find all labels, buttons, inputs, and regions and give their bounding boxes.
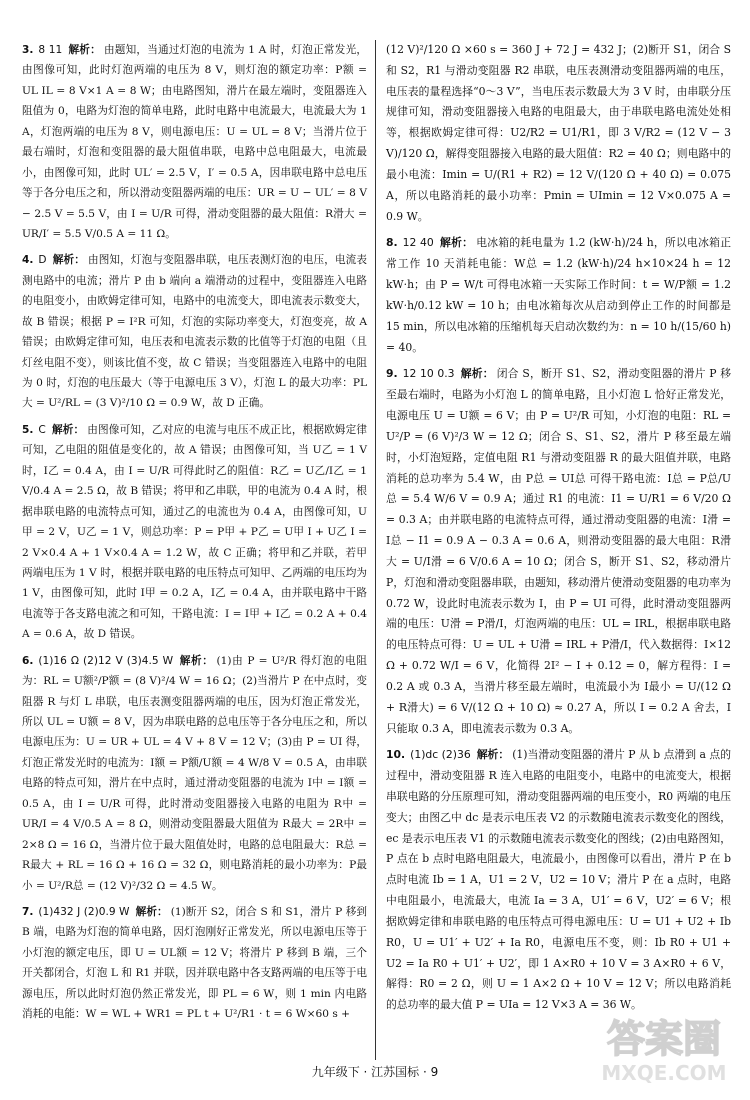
- analysis-tag: 解析：: [179, 654, 214, 667]
- analysis-text: (1)由 P = U²/R 得灯泡的电阻为：RL = U额²/P额 = (8 V)²/4 W = 16 Ω；(2)当滑片 P 在中点时，变阻器 R 与灯 L 串联，电压表测变阻器两端的电压，因为灯泡正常发光，所以 UL = U额 = 8 V，因为串联电路的总电压等于各分电压之和，所以电源电压为：U = UR + UL = 4 V + 8 V = 12 V；(3)由 P = UI 得，灯泡正常发光时的电流为：I额 = P额/U额 = 4 W/8 V = 0.5 A，由串联电路的特点可知，滑片在中点时，通过滑动变阻器的电流为 I中 = I额 = 0.5 A，由 I = U/R 可得，此时滑动变阻器接入电路的电阻为 R中 = UR/I = 4 V/0.5 A = 8 Ω，则滑动变阻器最大阻值为 R最大 = 2R中 = 2×8 Ω = 16 Ω，当滑片位于最大阻值处时，电路的总电阻最大：R总 = R最大 + RL = 16 Ω + 16 Ω = 32 Ω，则电路消耗的最小功率为：P最小 = U²/R总 = (12 V)²/32 Ω = 4.5 W。: [22, 654, 368, 892]
- answer-entry: [22, 902, 367, 1025]
- question-number: 6.: [22, 654, 34, 667]
- analysis-tag: 解析：: [135, 905, 168, 918]
- question-number: 10.: [386, 748, 406, 762]
- watermark-logo: [590, 1006, 738, 1088]
- column-divider: [375, 40, 376, 1060]
- answer-key: (1)16 Ω (2)12 V (3)4.5 W: [38, 654, 174, 667]
- analysis-tag: 解析：: [439, 236, 474, 250]
- analysis-text: 由图像可知，乙对应的电流与电压不成正比，根据欧姆定律可知，乙电阻的阻值是变化的，故 A 错误；由图像可知，当 U乙 = 1 V 时，I乙 = 0.4 A，由 I = U/R 可得此时乙的阻值：R乙 = U乙/I乙 = 1 V/0.4 A = 2.5 Ω，故 B 错误；将甲和乙串联，甲的电流为 0.4 A 时，根据串联电路的电流特点可知，通过乙的电流也为 0.4 A，由图像可知，U甲 = 2 V，U乙 = 1 V，则总功率：P = P甲 + P乙 = U甲 I + U乙 I = 2 V×0.4 A + 1 V×0.4 A = 1.2 W，故 C 正确；将甲和乙并联，若甲两端电压为 1 V 时，根据并联电路的电压特点可知甲、乙两端的电压均为 1 V，由图像可知，此时 I甲 = 0.2 A，I乙 = 0.4 A，由并联电路中干路电流等于各支路电流之和可知，干路电流：I = I甲 + I乙 = 0.2 A + 0.4 A = 0.6 A，故 D 错误。: [22, 423, 367, 641]
- analysis-tag: 解析：: [460, 367, 494, 381]
- answer-key: 12 10 0.3: [402, 367, 455, 381]
- watermark-url: MXQE.COM: [601, 1061, 727, 1085]
- answer-entry: [386, 233, 731, 358]
- answer-entry: [22, 250, 367, 414]
- answer-key: (1)432 J (2)0.9 W: [38, 905, 130, 918]
- analysis-text: (1)断开 S2，闭合 S 和 S1，滑片 P 移到 B 端，电路为灯泡的简单电路，因灯泡刚好正常发光，所以电源电压等于小灯泡的额定电压，即 U = UL额 = 12 V；将滑片 P 移到 B 端，三个开关都闭合，灯泡 L 和 R1 并联，因并联电路中各支路两端的电压等于电源电压，所以此时灯泡仍然正常发光，即 PL = 6 W，则 1 min 内电路消耗的电能：W = WL + WR1 = PL t + U²/R1 · t = 6 W×60 s +: [22, 905, 367, 1021]
- analysis-tag: 解析：: [68, 44, 101, 56]
- analysis-text: (12 V)²/120 Ω ×60 s = 360 J + 72 J = 432 J；(2)断开 S1，闭合 S 和 S2，R1 与滑动变阻器 R2 串联，电压表测滑动变阻器两端的电压，电压表的量程选择“0～3 V”，当电压表示数最大为 3 V 时，由串联分压规律可知，滑动变阻器接入电路的电阻最大，由于串联电路电流处处相等，根据欧姆定律可得：U2/R2 = U1/R1，即 3 V/R2 = (12 V − 3 V)/120 Ω，解得变阻器接入电路的最大阻值：R2 = 40 Ω；则电路中的最小电流：Imin = U/(R1 + R2) = 12 V/(120 Ω + 40 Ω) = 0.075 A，所以电路消耗的最小功率：Pmin = UImin = 12 V×0.075 A = 0.9 W。: [386, 43, 731, 223]
- answer-key: 12 40: [402, 236, 434, 250]
- answer-entry: [386, 745, 731, 1016]
- analysis-text: 电冰箱的耗电量为 1.2 (kW·h)/24 h，所以电冰箱正常工作 10 天消耗电能：W总 = 1.2 (kW·h)/24 h×10×24 h = 12 kW·h；由 P = W/t 可得电冰箱一天实际工作时间：t = W/P额 = 1.2 kW·h/0.12 kW = 10 h；由电冰箱每次从启动到停止工作的时间都是 15 min，所以电冰箱的压缩机每天启动次数约为：n = 10 h/(15/60 h) = 40。: [386, 236, 732, 354]
- analysis-text: 闭合 S，断开 S1、S2，滑动变阻器的滑片 P 移至最右端时，电路为小灯泡 L 的简单电路，且小灯泡 L 恰好正常发光，电源电压 U = U额 = 6 V；由 P = U²/R 可知，小灯泡的电阻：RL = U²/P = (6 V)²/3 W = 12 Ω；闭合 S、S1、S2，滑片 P 移至最左端时，小灯泡短路，定值电阻 R1 与滑动变阻器 R 的最大阻值并联，电路消耗的总功率为 5.4 W，由 P总 = UI总 可得干路电流：I总 = P总/U总 = 5.4 W/6 V = 0.9 A；通过 R1 的电流：I1 = U/R1 = 6 V/20 Ω = 0.3 A；由并联电路的电流特点可得，通过滑动变阻器的电流：I滑 = I总 − I1 = 0.9 A − 0.3 A = 0.6 A，则滑动变阻器的最大电阻：R滑大 = U/I滑 = 6 V/0.6 A = 10 Ω；闭合 S，断开 S1、S2，移动滑片 P，灯泡和滑动变阻器串联，由题知，移动滑片使滑动变阻器的电功率为 0.72 W，设此时电流表示数为 I，由 P = UI 可得，此时滑动变阻器两端的电压：U滑 = P滑/I，灯泡两端的电压：UL = IRL，根据串联电路的电压特点可得：U = UL + U滑 = IRL + P滑/I，代入数据得：I×12 Ω + 0.72 W/I = 6 V，化简得 2I² − I + 0.12 = 0，解方程得：I = 0.2 A 或 0.3 A，当滑片移至最左端时，电流最小为 I最小 = U/(12 Ω + R滑大) = 6 V/(12 Ω + 10 Ω) ≈ 0.27 A，所以 I = 0.2 A 舍去，I 只能取 0.3 A，即电流表示数为 0.3 A。: [386, 367, 732, 735]
- question-number: 7.: [22, 905, 34, 918]
- answer-entry: [386, 364, 731, 739]
- answer-entry: [386, 40, 731, 227]
- answer-entry: [22, 40, 367, 244]
- analysis-tag: 解析：: [476, 748, 510, 762]
- answer-key: C: [38, 423, 46, 436]
- answer-key: D: [38, 254, 47, 267]
- question-number: 3.: [22, 44, 34, 56]
- right-column: [386, 40, 731, 1022]
- page-footer: 九年级下 · 江苏国标 · 9: [311, 1065, 439, 1079]
- answer-entry: [22, 420, 367, 645]
- answer-entry: [22, 651, 367, 896]
- question-number: 9.: [386, 367, 398, 381]
- analysis-text: 由图知，灯泡与变阻器串联，电压表测灯泡的电压，电流表测电路中的电流；滑片 P 由 b 端向 a 端滑动的过程中，变阻器连入电路的电阻变小，由欧姆定律可知，电路中的电流变大，即电流表示数变大，故 B 错误；根据 P = I²R 可知，灯泡的实际功率变大，灯泡变亮，故 A 错误；由欧姆定律可知，电压表和电流表示数的比值等于灯泡的电阻（且灯丝电阻不变），则该比值不变，故 C 错误；当变阻器连入电路中的电阻为 0 时，灯泡的电压最大（等于电源电压 3 V），灯泡 L 的最大功率：PL大 = U²/RL = (3 V)²/10 Ω = 0.9 W，故 D 正确。: [22, 254, 368, 410]
- analysis-text: 由题知，当通过灯泡的电流为 1 A 时，灯泡正常发光，由图像可知，此时灯泡两端的电压为 8 V，则灯泡的额定功率：P额 = UL IL = 8 V×1 A = 8 W；由电路图知，滑片在最左端时，变阻器连入阻值为 0，电路为灯泡的简单电路，此时电路中电流最大，电流最大为 1 A，灯泡两端的电压为 8 V，则电源电压：U = UL = 8 V；当滑片位于最右端时，灯泡和变阻器的最大阻值串联，电路中总电阻最大，电流最小，由图像可知，此时 UL′ = 2.5 V，I′ = 0.5 A，因串联电路中总电压等于各分电压之和，所以滑动变阻器两端的电压：UR = U − UL′ = 8 V − 2.5 V = 5.5 V，由 I = U/R 可得，滑动变阻器的最大阻值：R滑大 = UR/I′ = 5.5 V/0.5 A = 11 Ω。: [22, 44, 367, 240]
- left-column: [22, 40, 367, 1031]
- answer-key: 8 11: [38, 44, 63, 56]
- analysis-text: (1)当滑动变阻器的滑片 P 从 b 点滑到 a 点的过程中，滑动变阻器 R 连入电路的电阻变小，电路中的电流变大，根据串联电路的分压原理可知，滑动变阻器两端的电压变小，R0 两端的电压变大；由图乙中 dc 是表示电压表 V2 的示数随电流表示数变化的图线，ec 是表示电压表 V1 的示数随电流表示数变化的图线；(2)由电路图知，P 点在 b 点时电路电阻最大，电流最小，由图像可以看出，滑片 P 在 b 点时电流 Ib = 1 A，U1 = 2 V，U2 = 10 V；滑片 P 在 a 点时，电路中电阻最小，电流最大，电流 Ia = 3 A，U1′ = 6 V，U2′ = 6 V；根据欧姆定律和串联电路的电压特点可得电源电压：U = U1 + U2 + Ib R0，U = U1′ + U2′ + Ia R0，电源电压不变，则：Ib R0 + U1 + U2 = Ia R0 + U1′ + U2′，即 1 A×R0 + 10 V = 3 A×R0 + 6 V，解得：R0 = 2 Ω，则 U = 1 A×2 Ω + 10 V = 12 V；所以电路消耗的总功率的最大值 P = UIa = 12 V×3 A = 36 W。: [386, 748, 732, 1012]
- question-number: 4.: [22, 254, 34, 267]
- answer-key: (1)dc (2)36: [410, 748, 471, 762]
- question-number: 5.: [22, 423, 34, 436]
- analysis-tag: 解析：: [51, 423, 85, 436]
- analysis-tag: 解析：: [52, 254, 85, 267]
- question-number: 8.: [386, 236, 398, 250]
- watermark-text: 答案圈: [606, 1017, 722, 1061]
